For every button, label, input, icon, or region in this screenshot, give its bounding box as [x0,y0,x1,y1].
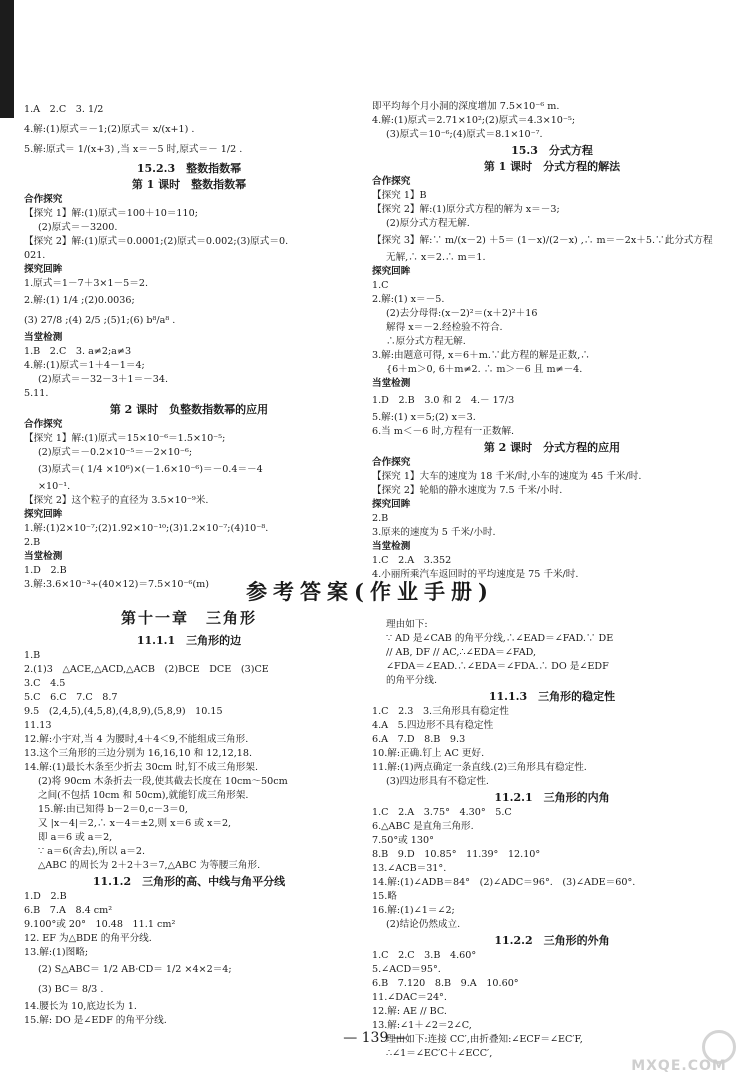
answer-line: 9.5 (2,4,5),(4,5,8),(4,8,9),(5,8,9) 10.15 [24,706,223,717]
reference-answers-banner: 参考答案(作业手册) [246,579,494,604]
answer-line: (2)原式＝－0.2×10⁻⁵＝－2×10⁻⁶; [38,447,193,458]
answer-line: (2)结论仍然成立. [386,919,461,930]
answer-line: 16.解:(1)∠1＝∠2; [372,905,455,916]
answer-line: (2)原分式方程无解. [386,218,470,229]
answer-line: 5.解:(1) x＝5;(2) x＝3. [372,412,476,423]
answer-line: (3)四边形具有不稳定性. [386,776,489,787]
answer-line: 3.C 4.5 [24,678,66,689]
section-heading: 11.1.2 三角形的高、中线与角平分线 [92,875,286,888]
answer-line: 8.B 9.D 10.85° 11.39° 12.10° [372,849,541,860]
section-heading: 第 2 课时 负整数指数幂的应用 [109,403,269,416]
answer-line: 【探究 1】大车的速度为 18 千米/时,小车的速度为 45 千米/时. [372,471,642,482]
answer-line: 6.B 7.A 8.4 cm² [24,905,113,916]
answer-line: 12.解:小宇对,当 4 为腰时,4＋4＜9,不能组成三角形. [24,734,249,745]
answer-line: 3.原来的速度为 5 千米/小时. [372,527,496,538]
answer-line: 1.C 2.3 3.三角形具有稳定性 [372,706,509,717]
answer-line: 2.B [24,537,41,548]
answer-line: 13.解:∠1＋∠2＝2∠C, [372,1020,472,1031]
answer-line: 1.A 2.C 3. 1/2 [24,104,104,115]
answer-line: 理由如下: [386,619,428,630]
answer-line: 11.∠DAC＝24°. [372,992,447,1003]
watermark [618,1030,740,1074]
answer-line: 6.B 7.120 8.B 9.A 10.60° [372,978,519,989]
answer-line: 021. [24,250,46,261]
answer-line: 4.解:(1)原式＝－1;(2)原式＝ x/(x+1) . [24,124,195,135]
answer-line: 4.小丽所乘汽车返回时的平均速度是 75 千米/时. [372,569,579,580]
answer-line: 1.D 2.B [24,565,67,576]
answer-line: (2) S△ABC＝ 1/2 AB·CD＝ 1/2 ×4×2＝4; [38,964,232,975]
answer-line: 6.当 m＜－6 时,方程有一正数解. [372,426,515,437]
answer-line: 11.13 [24,720,52,731]
answer-line: 12. EF 为△BDE 的角平分线. [24,933,152,944]
answer-line: 【探究 2】解:(1)原式＝0.0001;(2)原式＝0.002;(3)原式＝0. [24,236,289,247]
answer-line: ∠FDA＝∠EAD.∴∠EDA＝∠FDA.∴ DO 是∠EDF [386,661,609,672]
answers-column-top-left [24,100,354,592]
answer-line: ∵ AD 是∠CAB 的角平分线,∴∠EAD＝∠FAD.∵ DE [386,633,614,644]
subsection-label: 当堂检测 [372,541,411,552]
answer-line: 1.D 2.B 3.0 和 2 4.－ 17/3 [372,395,515,406]
answer-line: ×10⁻¹. [38,481,71,492]
scan-edge-mark [0,0,14,118]
answer-line: 【探究 2】解:(1)原分式方程的解为 x＝－3; [372,204,560,215]
answer-line: 【探究 3】解:∵ m/(x－2) ＋5＝ (1－x)/(2－x) ,∴ m＝－2x＋5.∵此分式方程 [372,235,713,246]
answer-line: 1.C 2.A 3.352 [372,555,452,566]
answer-line: 4.A 5.四边形不具有稳定性 [372,720,494,731]
answer-line: 13.解:(1)图略; [24,947,89,958]
subsection-label: 合作探究 [24,194,63,205]
answer-line: (3)原式＝10⁻⁶;(4)原式＝8.1×10⁻⁷. [386,129,543,140]
answer-line: 1.C 2.A 3.75° 4.30° 5.C [372,807,512,818]
answers-column-bottom-right [372,618,732,1061]
subsection-label: 当堂检测 [24,551,63,562]
answer-line: 2.解:(1) 1/4 ;(2)0.0036; [24,295,135,306]
answer-line: 7.50°或 130° [372,835,434,846]
answer-line: 1.D 2.B [24,891,67,902]
subsection-label: 合作探究 [24,419,63,430]
section-heading: 11.2.2 三角形的外角 [494,934,610,947]
answer-line: 理由如下:连接 CC′,由折叠知:∠ECF＝∠EC′F, [386,1034,583,1045]
answer-line: 1.C [372,280,389,291]
answer-line: △ABC 的周长为 2＋2＋3＝7,△ABC 为等腰三角形. [38,860,261,871]
answer-line: 1.B [24,650,41,661]
answer-line: (3) 27/8 ;(4) 2/5 ;(5)1;(6) b⁸/a⁸ . [24,315,176,326]
answer-line: 【探究 2】轮船的静水速度为 7.5 千米/小时. [372,485,563,496]
answers-column-top-right [372,100,732,582]
answer-line: 2.(1)3 △ACE,△ACD,△ACB (2)BCE DCE (3)CE [24,664,269,675]
section-heading: 第 1 课时 整数指数幂 [131,178,247,191]
answer-line: 又 |x－4|＝2,∴ x－4＝±2,则 x＝6 或 x＝2, [38,818,232,829]
answer-line: (2)去分母得:(x－2)²＝(x＋2)²＋16 [386,308,538,319]
section-heading: 第 2 课时 分式方程的应用 [483,441,621,454]
answer-line: 1.B 2.C 3. a≠2;a≠3 [24,346,132,357]
section-heading: 11.2.1 三角形的内角 [494,791,610,804]
answer-line: {6＋m＞0, 6＋m≠2. ∴ m＞－6 且 m≠－4. [386,364,583,375]
subsection-label: 探究回眸 [372,266,411,277]
subsection-label: 当堂检测 [372,378,411,389]
answer-line: 【探究 1】B [372,190,427,201]
answer-line: 14.解:(1)最长木条至少折去 30cm 时,钉不成三角形架. [24,762,259,773]
answer-line: (2)原式＝－3200. [38,222,118,233]
answer-line: (2)原式＝－32－3＋1＝－34. [38,374,169,385]
answer-line: (3) BC＝ 8/3 . [38,984,104,995]
section-heading: 11.1.3 三角形的稳定性 [488,690,616,703]
answer-line: 3.解:3.6×10⁻³÷(40×12)＝7.5×10⁻⁶(m) [24,579,209,590]
answer-line: 14.腰长为 10,底边长为 1. [24,1001,137,1012]
answer-line: 4.解:(1)原式＝1＋4－1＝4; [24,360,145,371]
answer-line: 5.∠ACD＝95°. [372,964,441,975]
section-heading: 15.2.3 整数指数幂 [136,162,242,175]
answer-line: 5.11. [24,388,49,399]
answer-line: 无解,∴ x＝2.∴ m＝1. [386,252,486,263]
answer-line: 15.略 [372,891,397,902]
answer-line: 3.解:由题意可得, x＝6＋m.∵此方程的解是正数,∴ [372,350,590,361]
answer-line: ∴∠1＝∠EC′C＋∠ECC′, [386,1048,493,1059]
answer-line: 1.原式＝1－7＋3×1－5＝2. [24,278,149,289]
answer-line: (3)原式＝( 1/4 ×10⁶)×(－1.6×10⁻⁶)＝－0.4＝－4 [38,464,263,475]
subsection-label: 探究回眸 [24,264,63,275]
answer-line: (2)将 90cm 木条折去一段,使其截去长度在 10cm～50cm [38,776,288,787]
answer-line: 即平均每个月小洞的深度增加 7.5×10⁻⁶ m. [372,101,560,112]
answer-line: 13.∠ACB＝31°. [372,863,447,874]
answer-line: 13.这个三角形的三边分别为 16,16,10 和 12,12,18. [24,748,253,759]
answer-line: ∴原分式方程无解. [386,336,466,347]
answer-line: 10.解:正确.钉上 AC 更好. [372,748,485,759]
subsection-label: 当堂检测 [24,332,63,343]
section-heading: 第 1 课时 分式方程的解法 [483,160,621,173]
answer-line: 1.解:(1)2×10⁻⁷;(2)1.92×10⁻¹⁰;(3)1.2×10⁻⁷;(4)10⁻⁸. [24,523,269,534]
answer-line: 即 a＝6 或 a＝2, [38,832,113,843]
section-heading: 15.3 分式方程 [511,144,593,157]
answers-column-bottom-left [24,632,354,1028]
answer-line: 12.解: AE // BC. [372,1006,447,1017]
answer-line: 【探究 1】解:(1)原式＝15×10⁻⁶＝1.5×10⁻⁵; [24,433,226,444]
answer-line: ∵ a＝6(舍去),所以 a＝2. [38,846,145,857]
answer-line: 15.解: DO 是∠EDF 的角平分线. [24,1015,167,1026]
answer-line: 5.解:原式＝ 1/(x+3) ,当 x＝－5 时,原式＝－ 1/2 . [24,144,243,155]
answer-line: 5.C 6.C 7.C 8.7 [24,692,118,703]
answer-line: 11.解:(1)两点确定一条直线.(2)三角形具有稳定性. [372,762,587,773]
answer-line: 【探究 2】这个粒子的直径为 3.5×10⁻⁹米. [24,495,209,506]
answer-line: // AB, DF // AC,∴∠EDA＝∠FAD, [386,647,537,658]
subsection-label: 合作探究 [372,457,411,468]
section-heading: 11.1.1 三角形的边 [136,634,242,647]
subsection-label: 探究回眸 [372,499,411,510]
answer-line: 1.C 2.C 3.B 4.60° [372,950,477,961]
watermark-text: MXQE.COM [631,1058,727,1074]
answer-line: 之间(不包括 10cm 和 50cm),就能钉成三角形架. [38,790,249,801]
answer-line: 的角平分线. [386,675,438,686]
subsection-label: 探究回眸 [24,509,63,520]
page-number: — 139 — [343,1030,407,1046]
answer-line: 6.△ABC 是直角三角形. [372,821,474,832]
subsection-label: 合作探究 [372,176,411,187]
answer-line: 4.解:(1)原式＝2.71×10²;(2)原式＝4.3×10⁻⁵; [372,115,576,126]
answer-line: 【探究 1】解:(1)原式＝100＋10＝110; [24,208,198,219]
answer-line: 9.100°或 20° 10.48 11.1 cm² [24,919,176,930]
answer-line: 2.解:(1) x＝－5. [372,294,445,305]
chapter-title: 第十一章 三角形 [120,609,257,627]
answer-line: 2.B [372,513,389,524]
answer-line: 15.解:由已知得 b－2＝0,c－3＝0, [38,804,188,815]
answer-line: 解得 x＝－2.经检验不符合. [386,322,503,333]
answer-line: 6.A 7.D 8.B 9.3 [372,734,466,745]
answer-line: 14.解:(1)∠ADB＝84° (2)∠ADC＝96°. (3)∠ADE＝60°. [372,877,636,888]
